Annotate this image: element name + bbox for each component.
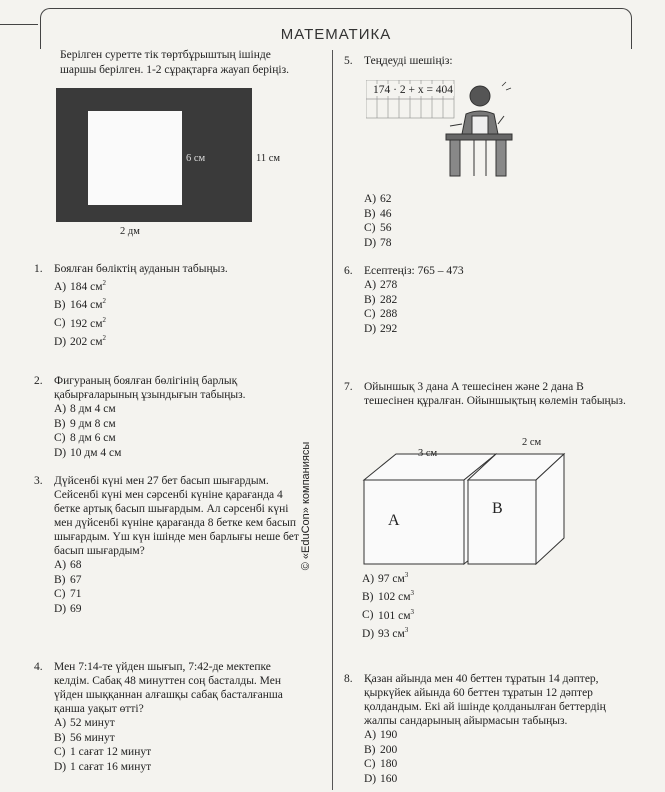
cube-b-edge-label: 2 см — [522, 437, 542, 448]
option-value: 56 — [380, 222, 392, 234]
option-value: 160 — [380, 772, 398, 785]
option-d[interactable] — [364, 236, 392, 251]
cube-a-label: A — [388, 512, 400, 529]
option-sup: 3 — [410, 607, 415, 616]
option-letter: C) — [364, 308, 376, 320]
question-7 — [344, 380, 629, 408]
option-sup: 2 — [102, 315, 107, 324]
option-c[interactable] — [54, 745, 309, 760]
option-letter: C) — [364, 758, 376, 770]
option-value: 190 — [380, 729, 398, 741]
option-value: 1 сағат 12 минут — [70, 746, 152, 758]
option-c[interactable] — [54, 587, 309, 602]
cube-b-label: B — [492, 500, 503, 517]
column-divider — [332, 50, 333, 790]
option-sup: 2 — [102, 297, 107, 306]
question-number: 1. — [34, 263, 43, 275]
option-letter: B) — [364, 207, 376, 220]
option-value: 10 дм 4 см — [70, 446, 122, 459]
option-value: 56 минут — [70, 731, 115, 744]
option-letter: B) — [54, 731, 66, 744]
cube-a-edge-label: 3 см — [418, 448, 438, 459]
option-letter: D) — [54, 760, 67, 773]
option-letter: D) — [54, 335, 67, 348]
option-value: 9 дм 8 см — [70, 417, 116, 430]
option-value: 202 см — [70, 335, 103, 348]
question-text: Теңдеуді шешіңіз: — [364, 55, 453, 67]
cube-b-front — [468, 480, 536, 564]
option-letter: D) — [54, 602, 67, 615]
option-value: 180 — [380, 758, 398, 770]
option-value: 1 сағат 16 минут — [70, 760, 152, 773]
intro-text: Берілген суретте тік төртбұрыштың ішінде шаршы берілген. 1-2 сұрақтарға жауап беріңіз. — [60, 49, 290, 76]
question-7-options — [362, 568, 414, 641]
option-a[interactable] — [54, 276, 304, 294]
option-sup: 2 — [102, 333, 107, 342]
option-letter: C) — [364, 222, 376, 234]
option-d[interactable] — [54, 602, 309, 617]
option-value: 62 — [380, 193, 392, 205]
equation-text: 174 · 2 + x = 404 — [373, 84, 454, 96]
option-value: 68 — [70, 559, 82, 571]
option-a[interactable] — [54, 402, 304, 417]
option-value: 78 — [380, 236, 392, 249]
teacher-illustration — [442, 80, 517, 178]
option-d[interactable] — [364, 772, 639, 787]
option-sup: 2 — [102, 279, 107, 287]
question-3 — [34, 474, 309, 616]
option-b[interactable] — [54, 417, 304, 432]
cubes-figure — [360, 440, 600, 570]
option-b[interactable] — [362, 586, 414, 604]
option-letter: D) — [364, 322, 377, 335]
option-b[interactable] — [54, 294, 304, 312]
option-letter: B) — [54, 573, 66, 586]
option-value: 69 — [70, 602, 82, 615]
option-letter: A) — [364, 729, 377, 741]
option-d[interactable] — [54, 446, 304, 461]
shaded-rectangle-figure — [56, 88, 252, 222]
option-letter: C) — [54, 746, 66, 758]
options — [54, 402, 304, 460]
option-value: 46 — [380, 207, 392, 220]
option-letter: A) — [362, 572, 375, 585]
options — [54, 558, 309, 616]
option-sup: 3 — [404, 625, 409, 634]
page-title: МАТЕМАТИКА — [280, 26, 392, 43]
option-value: 164 см — [70, 299, 103, 312]
question-text: Ойыншық 3 дана А тешесінен және 2 дана В тешесінен құралған. Ойыншықтың көлемін табыңыз. — [364, 381, 626, 407]
option-value: 200 — [380, 743, 398, 756]
option-letter: B) — [54, 299, 66, 312]
option-value: 282 — [380, 293, 398, 306]
option-a[interactable] — [54, 716, 309, 731]
cube-a-front — [364, 480, 464, 564]
option-letter: B) — [364, 743, 376, 756]
question-number: 7. — [344, 381, 353, 393]
option-value: 292 — [380, 322, 398, 335]
option-value: 93 см — [378, 627, 405, 640]
question-text: Боялған бөліктің ауданын табыңыз. — [54, 263, 228, 275]
option-letter: A) — [54, 559, 67, 571]
option-a[interactable] — [54, 558, 309, 573]
option-letter: C) — [54, 317, 66, 330]
inner-square — [88, 111, 182, 205]
option-c[interactable] — [54, 431, 304, 446]
options — [54, 276, 304, 349]
option-value: 101 см — [378, 609, 411, 622]
option-letter: A) — [364, 193, 377, 205]
question-1 — [34, 262, 304, 349]
rectangle-bottom-label: 2 дм — [120, 226, 140, 237]
question-4 — [34, 660, 309, 774]
option-value: 8 дм 4 см — [70, 403, 116, 415]
option-letter: A) — [54, 403, 67, 415]
option-letter: D) — [364, 772, 377, 785]
question-number: 4. — [34, 661, 43, 673]
option-sup: 3 — [410, 589, 415, 598]
option-value: 67 — [70, 573, 82, 586]
question-number: 8. — [344, 673, 353, 685]
option-letter: A) — [364, 279, 377, 291]
option-c[interactable] — [362, 605, 414, 623]
option-a[interactable] — [362, 568, 414, 586]
option-c[interactable] — [364, 221, 392, 236]
header-rule — [0, 24, 38, 25]
option-sup: 3 — [404, 571, 409, 579]
copyright-side-text: © «EduCon» компаниясы — [300, 441, 312, 571]
question-number: 6. — [344, 265, 353, 277]
question-5-options — [364, 192, 392, 250]
option-value: 8 дм 6 см — [70, 432, 116, 444]
question-text: Фигураның боялған бөлігінің барлық қабырғаларының ұзындығын табыңыз. — [54, 375, 246, 401]
option-d[interactable] — [362, 623, 414, 641]
option-a[interactable] — [364, 278, 644, 293]
option-letter: D) — [362, 627, 375, 640]
option-value: 192 см — [70, 317, 103, 330]
option-b[interactable] — [54, 573, 309, 588]
options — [364, 278, 644, 336]
option-letter: A) — [54, 280, 67, 293]
option-value: 288 — [380, 308, 398, 320]
question-text: Дүйсенбі күні мен 27 бет басып шығардым. Сейсенбі күні мен сәрсенбі күніне қарағанда 4 бетке артық басып шығардым. Ал сәрсенбі күні мен дүйсенбі күніне қарағанда 8 бетке кем басып шығардым. Үш күн ішінде мен барлығы неше бет басып шығардым? — [54, 475, 299, 557]
option-letter: D) — [54, 446, 67, 459]
option-d[interactable] — [54, 331, 304, 349]
option-letter: C) — [54, 432, 66, 444]
option-letter: B) — [364, 293, 376, 306]
option-value: 184 см — [70, 280, 103, 293]
option-letter: A) — [54, 717, 67, 729]
question-number: 2. — [34, 375, 43, 387]
option-letter: C) — [54, 588, 66, 600]
question-8 — [344, 672, 639, 786]
option-letter: C) — [362, 609, 374, 622]
option-value: 102 см — [378, 591, 411, 604]
option-letter: B) — [362, 591, 374, 604]
option-a[interactable] — [364, 192, 392, 207]
option-b[interactable] — [364, 293, 644, 308]
option-a[interactable] — [364, 728, 639, 743]
question-number: 5. — [344, 55, 353, 67]
option-value: 278 — [380, 279, 398, 291]
option-b[interactable] — [54, 731, 309, 746]
option-letter: D) — [364, 236, 377, 249]
question-number: 3. — [34, 475, 43, 487]
option-c[interactable] — [364, 307, 644, 322]
rectangle-side-label: 11 см — [256, 153, 281, 164]
option-value: 71 — [70, 588, 82, 600]
option-letter: B) — [54, 417, 66, 430]
option-value: 97 см — [378, 572, 405, 585]
option-b[interactable] — [364, 207, 392, 222]
option-d[interactable] — [54, 760, 309, 775]
options — [54, 716, 309, 774]
option-value: 52 минут — [70, 717, 115, 729]
question-text: Мен 7:14-те үйден шығып, 7:42-де мектепке келдім. Сабақ 48 минуттен соң басталды. Мен үйден шыққаннан алғашқы сабақ басталғанша қанша уақыт өтті? — [54, 661, 283, 715]
question-text: Қазан айында мен 40 беттен тұратын 14 дәптер, қыркүйек айында 60 беттен тұратын 12 дәптер қолдандым. Екі ай ішінде қолданылған беттердің жалпы сандарының айырмасын табыңыз. — [364, 673, 606, 727]
question-text: Есептеңіз: 765 – 473 — [364, 265, 464, 277]
options — [364, 728, 639, 786]
option-c[interactable] — [54, 313, 304, 331]
inner-square-label: 6 см — [186, 153, 206, 164]
header-frame — [40, 8, 632, 49]
option-c[interactable] — [364, 757, 639, 772]
question-5 — [344, 54, 644, 68]
question-2 — [34, 374, 304, 460]
question-6 — [344, 264, 644, 336]
option-b[interactable] — [364, 743, 639, 758]
option-d[interactable] — [364, 322, 644, 337]
